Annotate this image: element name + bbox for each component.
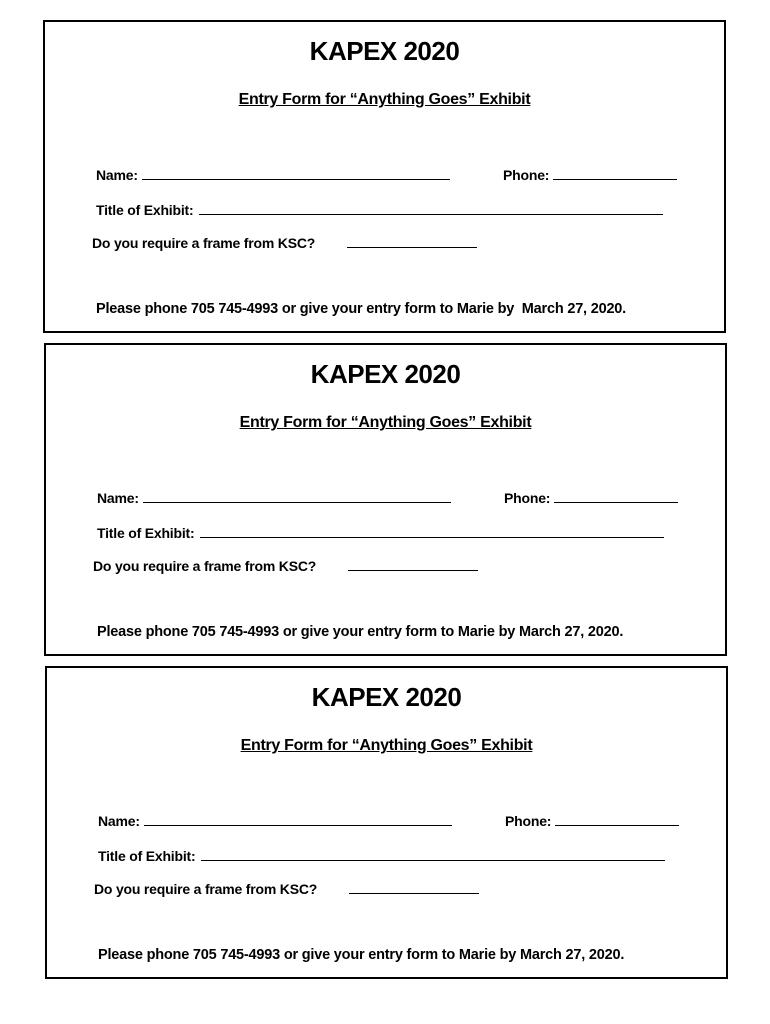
exhibit-title-field-row xyxy=(96,201,663,217)
form-title: KAPEX 2020 xyxy=(309,36,460,66)
form-subtitle: Entry Form for “Anything Goes” Exhibit xyxy=(240,737,533,754)
form-title: KAPEX 2020 xyxy=(310,359,461,389)
phone-blank-line[interactable] xyxy=(553,166,677,180)
frame-question-row xyxy=(92,234,477,250)
phone-field-row xyxy=(504,489,678,505)
exhibit-title-blank-line[interactable] xyxy=(200,524,664,538)
form-footer-instructions: Please phone 705 745-4993 or give your entry form to Marie by March 27, 2020. xyxy=(96,301,626,317)
name-field-row xyxy=(96,166,450,182)
exhibit-title-label: Title of Exhibit: xyxy=(98,848,196,864)
frame-answer-blank-line[interactable] xyxy=(348,557,478,571)
entry-form-1 xyxy=(43,20,726,333)
exhibit-title-field-row xyxy=(97,524,664,540)
phone-field-row xyxy=(505,812,679,828)
name-blank-line[interactable] xyxy=(142,166,450,180)
name-field-row xyxy=(97,489,451,505)
name-blank-line[interactable] xyxy=(143,489,451,503)
phone-label: Phone: xyxy=(503,167,550,183)
frame-answer-blank-line[interactable] xyxy=(349,880,479,894)
exhibit-title-label: Title of Exhibit: xyxy=(97,525,195,541)
name-field-row xyxy=(98,812,452,828)
form-subtitle: Entry Form for “Anything Goes” Exhibit xyxy=(238,91,531,108)
name-label: Name: xyxy=(97,490,139,506)
frame-question-row xyxy=(93,557,478,573)
phone-field-row xyxy=(503,166,677,182)
exhibit-title-blank-line[interactable] xyxy=(199,201,663,215)
phone-blank-line[interactable] xyxy=(554,489,678,503)
phone-blank-line[interactable] xyxy=(555,812,679,826)
exhibit-title-label: Title of Exhibit: xyxy=(96,202,194,218)
name-label: Name: xyxy=(96,167,138,183)
form-title: KAPEX 2020 xyxy=(311,682,462,712)
entry-form-2 xyxy=(44,343,727,656)
exhibit-title-blank-line[interactable] xyxy=(201,847,665,861)
exhibit-title-field-row xyxy=(98,847,665,863)
frame-question-row xyxy=(94,880,479,896)
phone-label: Phone: xyxy=(505,813,552,829)
name-blank-line[interactable] xyxy=(144,812,452,826)
form-footer-instructions: Please phone 705 745-4993 or give your entry form to Marie by March 27, 2020. xyxy=(97,624,624,640)
frame-answer-blank-line[interactable] xyxy=(347,234,477,248)
phone-label: Phone: xyxy=(504,490,551,506)
frame-question-label: Do you require a frame from KSC? xyxy=(92,235,316,251)
entry-form-3 xyxy=(45,666,728,979)
frame-question-label: Do you require a frame from KSC? xyxy=(93,558,317,574)
form-footer-instructions: Please phone 705 745-4993 or give your entry form to Marie by March 27, 2020. xyxy=(98,947,625,963)
name-label: Name: xyxy=(98,813,140,829)
form-subtitle: Entry Form for “Anything Goes” Exhibit xyxy=(239,414,532,431)
frame-question-label: Do you require a frame from KSC? xyxy=(94,881,318,897)
